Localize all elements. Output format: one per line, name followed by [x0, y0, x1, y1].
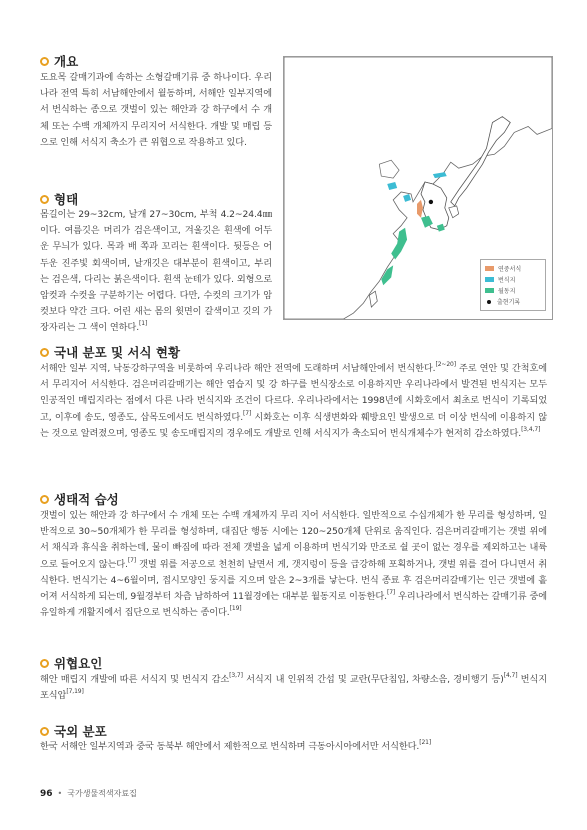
section-title-global: [40, 722, 107, 740]
taiwan: [369, 291, 377, 307]
bullet-icon: [40, 727, 49, 736]
map-legend: [480, 259, 546, 311]
footer-separator: •: [57, 789, 63, 798]
global-heading: 국외 분포: [54, 724, 107, 739]
morphology-heading: 형태: [54, 192, 79, 207]
overview-heading: 개요: [54, 54, 79, 69]
global-paragraph: 한국 서해안 일부지역과 중국 동북부 해안에서 제한적으로 번식하며 극동아시아에서만 서식한다.[21]: [40, 739, 432, 752]
bullet-icon: [40, 195, 49, 204]
threats-paragraph: 해안 매립지 개발에 따른 서식지 및 번식지 감소[3,7] 서식지 내 인위적 간섭 및 교란(무단침입, 차량소음, 경비행기 등)[4,7] 번식지 포식압[7,19]: [40, 672, 547, 702]
section-title-distribution: [40, 343, 180, 361]
ecology-paragraph: 갯벌이 있는 해안과 강 하구에서 수 개체 또는 수백 개체까지 무리 지어 서식한다. 일반적으로 수십개체가 한 무리를 형성하며, 일반적으로 30~50개체가 한 무리를 형성하며, 대집단 행동 시에는 120~250개체 단위로 움직인다. 검은머리갈매기는 갯벌 위에서 채식과 휴식을 취하는데, 물이 빠짐에 따라 전체 갯벌을 넓게 이용하며 번식기와 만조로 쉴 곳이 없는 경우를 제외하고는 내륙으로 들어오지 않는다.[7] 갯벌 위를 저공으로 천천히 날면서 게, 갯지렁이 등을 급강하해 포획하거나, 갯벌 위를 걸어 다니면서 취식한다. 번식기는 4~6월이며, 접시모양인 둥지를 지으며 알은 2~3개를 낳는다. 번식 종료 후 검은머리갈매기는 인근 갯벌에 흩어져 서식하게 되는데, 9월경부터 차츰 남하하여 11월경에는 대부분 월동지로 이동한다.[7] 우리나라에서 번식하는 갈매기류 중에 유일하게 개활지에서 집단으로 번식하는 종이다.[19]: [40, 510, 548, 619]
section-title-overview: [40, 52, 78, 70]
swatch-wintering: [485, 288, 494, 293]
occurrence-dot-icon: [487, 300, 491, 304]
section-title-morphology: [40, 190, 78, 208]
page-number: 96: [40, 788, 53, 799]
occurrence-dot: [429, 200, 433, 204]
distribution-map: [283, 56, 553, 320]
section-title-threats: [40, 654, 102, 672]
japan-kyushu: [449, 206, 459, 218]
range-year-round: [417, 200, 423, 218]
section-title-ecology: [40, 490, 119, 508]
distribution-paragraph: 서해안 일부 지역, 낙동강하구역을 비롯하여 우리나라 해안 전역에 도래하며 서남해안에서 번식한다.[2~20] 주로 연안 및 간척호에서 무리지어 서식한다. 검은머리갈매기는 해안 염습지 및 강 하구를 번식장소로 이용하지만 우리나라에서 발견된 번식지는 모두 인공적인 매립지라는 점에서 다른 나라 번식지와 조건이 다르다. 우리나라에서는 1998년에 시화호에서 최초로 번식이 기록되었고, 이후에 송도, 영종도, 삽목도에서도 번식하였다.[7] 시화호는 이후 식생변화와 훼방요인 발생으로 더 이상 번식에 이용하지 않는 것으로 알려졌으며, 영종도 및 송도매립지의 경우에도 개발로 인해 서식지가 축소되어 번식개체수가 현저히 감소하였다.[3,4,7]: [40, 361, 548, 439]
legend-item-breeding: 번식지: [485, 274, 541, 285]
book-title: 국가생물적색자료집: [67, 789, 137, 798]
overview-paragraph: 도요목 갈매기과에 속하는 소형갈매기류 중 하나이다. 우리나라 전역 특히 서남해안에서 월동하며, 서해안 일부지역에서 번식하는 종으로 갯벌이 있는 해안과 강 하구에서 수 개체 또는 수백 개체까지 무리지어 서식한다. 개발 및 매립 등으로 인해 서식지 축소가 큰 위협으로 작용하고 있다.: [40, 72, 272, 148]
legend-item-year-round: 연중서식: [485, 263, 541, 274]
legend-item-wintering: 월동지: [485, 285, 541, 296]
bullet-icon: [40, 495, 49, 504]
legend-item-occurrence: 출현기록: [485, 296, 541, 307]
distribution-heading: 국내 분포 및 서식 현황: [54, 345, 181, 360]
ecology-heading: 생태적 습성: [54, 492, 119, 507]
threats-heading: 위협요인: [54, 656, 103, 671]
swatch-breeding: [485, 277, 494, 282]
bullet-icon: [40, 348, 49, 357]
swatch-year-round: [485, 266, 494, 271]
bullet-icon: [40, 57, 49, 66]
page-footer: [40, 788, 137, 799]
bullet-icon: [40, 659, 49, 668]
range-breeding-3: [403, 194, 411, 202]
morphology-paragraph: 몸길이는 29~32cm, 날개 27~30cm, 부척 4.2~24.4㎜이다. 여름깃은 머리가 검은색이고, 겨울깃은 흰색에 어두운 무늬가 있다. 목과 배 쪽과 꼬리는 흰색이다. 뒷등은 어두운 진주빛 회색이며, 날개깃은 대부분이 흰색이고, 부리는 검은색, 다리는 붉은색이다. 흰색 눈테가 있다. 외형으로 암컷과 수컷을 구분하기는 어렵다. 다만, 수컷의 크기가 암컷보다 약간 크다. 어린 새는 몸의 윗면이 갈색이고 깃의 가장자리는 그 색이 연하다.[1]: [40, 209, 272, 334]
